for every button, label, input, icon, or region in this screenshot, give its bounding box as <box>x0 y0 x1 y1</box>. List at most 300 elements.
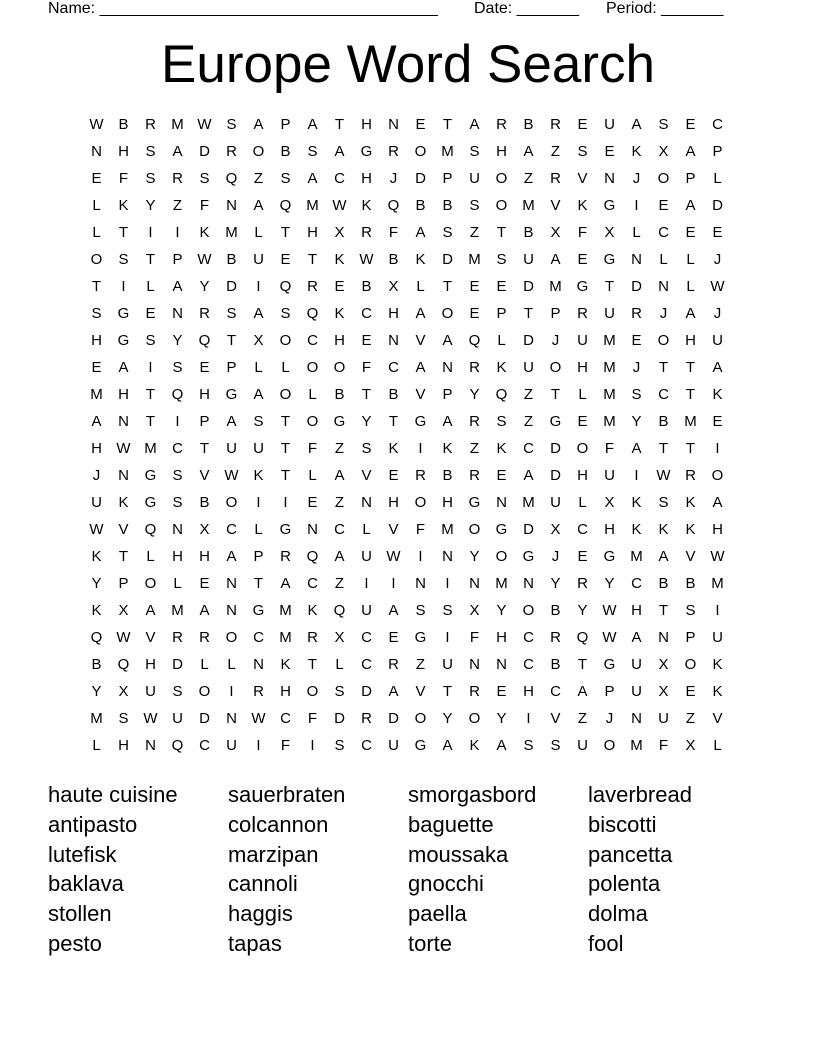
grid-letter[interactable]: B <box>91 656 102 673</box>
grid-letter[interactable]: C <box>631 575 642 592</box>
grid-letter[interactable]: G <box>333 413 346 430</box>
grid-letter[interactable]: N <box>631 710 642 727</box>
grid-letter[interactable]: J <box>632 170 641 187</box>
grid-letter[interactable]: K <box>712 656 723 673</box>
grid-letter[interactable]: T <box>604 278 615 295</box>
grid-letter[interactable]: A <box>172 278 183 295</box>
grid-letter[interactable]: E <box>361 332 372 349</box>
grid-letter[interactable]: W <box>251 710 266 727</box>
grid-letter[interactable]: O <box>144 575 157 592</box>
grid-letter[interactable]: Y <box>577 602 588 619</box>
grid-letter[interactable]: S <box>442 602 453 619</box>
grid-letter[interactable]: N <box>469 575 480 592</box>
grid-letter[interactable]: L <box>632 224 641 241</box>
grid-letter[interactable]: D <box>226 278 237 295</box>
grid-letter[interactable]: N <box>226 575 237 592</box>
grid-letter[interactable]: K <box>712 386 723 403</box>
grid-letter[interactable]: H <box>172 548 183 565</box>
grid-letter[interactable]: E <box>280 251 291 268</box>
grid-letter[interactable]: Z <box>469 224 480 241</box>
grid-letter[interactable]: A <box>685 143 696 160</box>
grid-letter[interactable]: P <box>712 143 723 160</box>
grid-letter[interactable]: B <box>523 116 534 133</box>
grid-letter[interactable]: N <box>631 251 642 268</box>
grid-letter[interactable]: E <box>685 224 696 241</box>
grid-letter[interactable]: W <box>224 467 239 484</box>
grid-letter[interactable]: G <box>279 521 292 538</box>
grid-letter[interactable]: V <box>550 197 561 214</box>
grid-letter[interactable]: A <box>91 413 102 430</box>
grid-letter[interactable]: V <box>685 548 696 565</box>
grid-letter[interactable]: Z <box>334 494 345 511</box>
grid-letter[interactable]: Y <box>442 710 453 727</box>
grid-letter[interactable]: C <box>280 710 291 727</box>
grid-letter[interactable]: L <box>146 278 155 295</box>
grid-letter[interactable]: L <box>497 332 506 349</box>
grid-letter[interactable]: W <box>602 629 617 646</box>
grid-letter[interactable]: C <box>361 737 372 754</box>
grid-letter[interactable]: C <box>334 521 345 538</box>
grid-letter[interactable]: E <box>388 629 399 646</box>
grid-letter[interactable]: K <box>577 197 588 214</box>
grid-letter[interactable]: H <box>388 305 399 322</box>
grid-letter[interactable]: R <box>226 143 237 160</box>
grid-letter[interactable]: M <box>468 251 481 268</box>
grid-letter[interactable]: J <box>605 710 614 727</box>
grid-letter[interactable]: H <box>145 656 156 673</box>
grid-letter[interactable]: M <box>522 197 535 214</box>
grid-letter[interactable]: A <box>442 737 453 754</box>
grid-letter[interactable]: D <box>550 440 561 457</box>
grid-letter[interactable]: H <box>118 386 129 403</box>
grid-letter[interactable]: J <box>659 305 668 322</box>
grid-letter[interactable]: E <box>496 278 507 295</box>
grid-letter[interactable]: C <box>388 359 399 376</box>
grid-letter[interactable]: K <box>91 602 102 619</box>
grid-letter[interactable]: R <box>172 170 183 187</box>
grid-letter[interactable]: A <box>712 359 723 376</box>
grid-letter[interactable]: M <box>603 332 616 349</box>
grid-letter[interactable]: R <box>172 629 183 646</box>
grid-letter[interactable]: Q <box>144 521 157 538</box>
grid-letter[interactable]: Q <box>117 656 130 673</box>
grid-letter[interactable]: Q <box>495 386 508 403</box>
grid-letter[interactable]: S <box>469 143 480 160</box>
grid-letter[interactable]: T <box>442 278 453 295</box>
grid-letter[interactable]: S <box>442 224 453 241</box>
grid-letter[interactable]: O <box>684 656 697 673</box>
grid-letter[interactable]: C <box>658 224 669 241</box>
grid-letter[interactable]: S <box>496 413 507 430</box>
grid-letter[interactable]: H <box>523 683 534 700</box>
grid-letter[interactable]: X <box>550 224 561 241</box>
grid-letter[interactable]: T <box>118 224 129 241</box>
grid-letter[interactable]: Z <box>415 656 426 673</box>
grid-letter[interactable]: T <box>307 251 318 268</box>
grid-letter[interactable]: N <box>226 710 237 727</box>
grid-letter[interactable]: M <box>603 413 616 430</box>
grid-letter[interactable]: N <box>172 305 183 322</box>
grid-letter[interactable]: B <box>442 197 453 214</box>
grid-letter[interactable]: O <box>414 710 427 727</box>
grid-letter[interactable]: A <box>415 359 426 376</box>
grid-letter[interactable]: A <box>118 359 129 376</box>
grid-letter[interactable]: R <box>496 116 507 133</box>
grid-letter[interactable]: A <box>145 602 156 619</box>
grid-letter[interactable]: H <box>307 224 318 241</box>
grid-letter[interactable]: E <box>307 494 318 511</box>
grid-letter[interactable]: D <box>631 278 642 295</box>
grid-letter[interactable]: D <box>442 251 453 268</box>
grid-letter[interactable]: L <box>578 386 587 403</box>
grid-letter[interactable]: P <box>604 683 615 700</box>
grid-letter[interactable]: O <box>279 386 292 403</box>
grid-letter[interactable]: N <box>118 467 129 484</box>
grid-letter[interactable]: R <box>307 278 318 295</box>
grid-letter[interactable]: O <box>603 737 616 754</box>
grid-letter[interactable]: K <box>496 440 507 457</box>
grid-letter[interactable]: F <box>307 440 318 457</box>
grid-letter[interactable]: G <box>549 413 562 430</box>
grid-letter[interactable]: M <box>171 116 184 133</box>
grid-letter[interactable]: R <box>388 143 399 160</box>
grid-letter[interactable]: I <box>283 494 288 511</box>
grid-letter[interactable]: Y <box>469 386 480 403</box>
grid-letter[interactable]: P <box>442 386 453 403</box>
grid-letter[interactable]: Z <box>172 197 183 214</box>
grid-letter[interactable]: T <box>685 386 696 403</box>
grid-letter[interactable]: P <box>226 359 237 376</box>
grid-letter[interactable]: L <box>308 386 317 403</box>
grid-letter[interactable]: M <box>279 629 292 646</box>
grid-letter[interactable]: M <box>603 386 616 403</box>
grid-letter[interactable]: R <box>361 224 372 241</box>
grid-letter[interactable]: E <box>577 116 588 133</box>
grid-letter[interactable]: S <box>91 305 102 322</box>
grid-letter[interactable]: X <box>658 656 669 673</box>
grid-letter[interactable]: N <box>658 629 669 646</box>
grid-letter[interactable]: T <box>118 548 129 565</box>
grid-letter[interactable]: M <box>630 737 643 754</box>
grid-letter[interactable]: I <box>634 467 639 484</box>
grid-letter[interactable]: E <box>469 278 480 295</box>
grid-letter[interactable]: E <box>712 224 723 241</box>
grid-letter[interactable]: N <box>91 143 102 160</box>
grid-letter[interactable]: F <box>577 224 588 241</box>
grid-letter[interactable]: U <box>550 494 561 511</box>
grid-letter[interactable]: T <box>280 413 291 430</box>
grid-letter[interactable]: D <box>172 656 183 673</box>
grid-letter[interactable]: G <box>603 197 616 214</box>
grid-letter[interactable]: C <box>172 440 183 457</box>
grid-letter[interactable]: Q <box>306 548 319 565</box>
grid-letter[interactable]: K <box>469 737 480 754</box>
grid-letter[interactable]: A <box>226 413 237 430</box>
grid-letter[interactable]: V <box>415 683 426 700</box>
grid-letter[interactable]: L <box>362 521 371 538</box>
grid-letter[interactable]: L <box>308 467 317 484</box>
grid-letter[interactable]: B <box>226 251 237 268</box>
grid-letter[interactable]: S <box>631 386 642 403</box>
grid-letter[interactable]: B <box>361 278 372 295</box>
grid-letter[interactable]: A <box>523 143 534 160</box>
grid-letter[interactable]: K <box>280 656 291 673</box>
grid-letter[interactable]: H <box>442 494 453 511</box>
grid-letter[interactable]: U <box>361 548 372 565</box>
grid-letter[interactable]: O <box>441 305 454 322</box>
grid-letter[interactable]: I <box>256 278 261 295</box>
grid-letter[interactable]: X <box>118 683 129 700</box>
grid-letter[interactable]: A <box>253 116 264 133</box>
grid-letter[interactable]: S <box>658 116 669 133</box>
grid-letter[interactable]: C <box>253 629 264 646</box>
grid-letter[interactable]: O <box>576 440 589 457</box>
grid-letter[interactable]: B <box>658 575 669 592</box>
grid-letter[interactable]: O <box>495 170 508 187</box>
grid-letter[interactable]: G <box>603 548 616 565</box>
grid-letter[interactable]: P <box>253 548 264 565</box>
grid-letter[interactable]: Q <box>333 602 346 619</box>
grid-letter[interactable]: A <box>658 548 669 565</box>
grid-letter[interactable]: O <box>495 197 508 214</box>
grid-letter[interactable]: T <box>550 386 561 403</box>
grid-letter[interactable]: H <box>361 170 372 187</box>
grid-letter[interactable]: C <box>712 116 723 133</box>
grid-letter[interactable]: Y <box>496 710 507 727</box>
grid-letter[interactable]: X <box>334 224 345 241</box>
grid-letter[interactable]: N <box>226 197 237 214</box>
grid-letter[interactable]: N <box>496 656 507 673</box>
grid-letter[interactable]: U <box>577 332 588 349</box>
grid-letter[interactable]: E <box>712 413 723 430</box>
grid-letter[interactable]: E <box>199 359 210 376</box>
grid-letter[interactable]: K <box>415 251 426 268</box>
grid-letter[interactable]: D <box>712 197 723 214</box>
grid-letter[interactable]: W <box>116 440 131 457</box>
grid-letter[interactable]: N <box>523 575 534 592</box>
grid-letter[interactable]: A <box>199 602 210 619</box>
grid-letter[interactable]: U <box>604 116 615 133</box>
grid-letter[interactable]: Z <box>334 575 345 592</box>
grid-letter[interactable]: J <box>713 305 722 322</box>
grid-letter[interactable]: Z <box>523 170 534 187</box>
grid-letter[interactable]: T <box>658 359 669 376</box>
grid-letter[interactable]: O <box>225 494 238 511</box>
grid-letter[interactable]: S <box>550 737 561 754</box>
grid-letter[interactable]: R <box>469 359 480 376</box>
grid-letter[interactable]: S <box>577 143 588 160</box>
grid-letter[interactable]: M <box>630 548 643 565</box>
grid-letter[interactable]: X <box>199 521 210 538</box>
grid-letter[interactable]: G <box>522 548 535 565</box>
grid-letter[interactable]: R <box>469 467 480 484</box>
grid-letter[interactable]: H <box>334 332 345 349</box>
grid-letter[interactable]: R <box>253 683 264 700</box>
grid-letter[interactable]: I <box>148 224 153 241</box>
grid-letter[interactable]: L <box>92 737 101 754</box>
grid-letter[interactable]: L <box>92 224 101 241</box>
grid-letter[interactable]: L <box>659 251 668 268</box>
grid-letter[interactable]: K <box>631 494 642 511</box>
grid-letter[interactable]: Q <box>171 737 184 754</box>
grid-letter[interactable]: T <box>388 413 399 430</box>
grid-letter[interactable]: X <box>118 602 129 619</box>
grid-letter[interactable]: T <box>280 224 291 241</box>
grid-letter[interactable]: G <box>495 521 508 538</box>
grid-letter[interactable]: R <box>280 548 291 565</box>
grid-letter[interactable]: K <box>496 359 507 376</box>
grid-letter[interactable]: L <box>254 521 263 538</box>
grid-letter[interactable]: W <box>710 278 725 295</box>
grid-letter[interactable]: D <box>523 521 534 538</box>
grid-letter[interactable]: N <box>388 116 399 133</box>
grid-letter[interactable]: A <box>550 251 561 268</box>
grid-letter[interactable]: U <box>361 602 372 619</box>
grid-letter[interactable]: G <box>576 278 589 295</box>
grid-letter[interactable]: V <box>415 332 426 349</box>
grid-letter[interactable]: F <box>604 440 615 457</box>
grid-letter[interactable]: D <box>361 683 372 700</box>
grid-letter[interactable]: X <box>334 629 345 646</box>
grid-letter[interactable]: H <box>496 629 507 646</box>
grid-letter[interactable]: A <box>280 575 291 592</box>
grid-letter[interactable]: F <box>280 737 291 754</box>
grid-letter[interactable]: B <box>415 197 426 214</box>
grid-letter[interactable]: O <box>306 359 319 376</box>
grid-letter[interactable]: M <box>306 197 319 214</box>
grid-letter[interactable]: P <box>685 170 696 187</box>
grid-letter[interactable]: R <box>577 575 588 592</box>
grid-letter[interactable]: L <box>713 737 722 754</box>
grid-letter[interactable]: T <box>523 305 534 322</box>
grid-letter[interactable]: J <box>551 548 560 565</box>
grid-letter[interactable]: N <box>145 737 156 754</box>
grid-letter[interactable]: U <box>631 683 642 700</box>
grid-letter[interactable]: E <box>91 359 102 376</box>
grid-letter[interactable]: R <box>550 170 561 187</box>
grid-letter[interactable]: R <box>469 413 480 430</box>
grid-letter[interactable]: E <box>199 575 210 592</box>
grid-letter[interactable]: S <box>118 710 129 727</box>
grid-letter[interactable]: A <box>253 305 264 322</box>
grid-letter[interactable]: E <box>604 143 615 160</box>
grid-letter[interactable]: B <box>118 116 129 133</box>
grid-letter[interactable]: O <box>414 143 427 160</box>
grid-letter[interactable]: U <box>253 440 264 457</box>
grid-letter[interactable]: J <box>713 251 722 268</box>
grid-letter[interactable]: F <box>361 359 372 376</box>
grid-letter[interactable]: M <box>711 575 724 592</box>
grid-letter[interactable]: H <box>685 332 696 349</box>
grid-letter[interactable]: A <box>523 467 534 484</box>
grid-letter[interactable]: V <box>550 710 561 727</box>
grid-letter[interactable]: B <box>388 251 399 268</box>
grid-letter[interactable]: S <box>253 413 264 430</box>
grid-letter[interactable]: A <box>253 197 264 214</box>
grid-letter[interactable]: N <box>388 332 399 349</box>
date-field[interactable]: Date: _______ <box>474 0 579 17</box>
grid-letter[interactable]: Y <box>604 575 615 592</box>
grid-letter[interactable]: R <box>577 305 588 322</box>
grid-letter[interactable]: L <box>281 359 290 376</box>
grid-letter[interactable]: Z <box>577 710 588 727</box>
grid-letter[interactable]: S <box>658 494 669 511</box>
grid-letter[interactable]: E <box>415 116 426 133</box>
grid-letter[interactable]: K <box>712 683 723 700</box>
grid-letter[interactable]: M <box>171 602 184 619</box>
grid-letter[interactable]: A <box>388 683 399 700</box>
grid-letter[interactable]: M <box>441 143 454 160</box>
grid-letter[interactable]: F <box>307 710 318 727</box>
grid-letter[interactable]: I <box>526 710 531 727</box>
grid-letter[interactable]: W <box>143 710 158 727</box>
grid-letter[interactable]: R <box>550 629 561 646</box>
grid-letter[interactable]: C <box>658 386 669 403</box>
grid-letter[interactable]: W <box>332 197 347 214</box>
grid-letter[interactable]: S <box>172 683 183 700</box>
grid-letter[interactable]: T <box>577 656 588 673</box>
grid-letter[interactable]: Y <box>550 575 561 592</box>
grid-letter[interactable]: B <box>280 143 291 160</box>
grid-letter[interactable]: C <box>577 521 588 538</box>
grid-letter[interactable]: K <box>685 521 696 538</box>
grid-letter[interactable]: C <box>334 170 345 187</box>
grid-letter[interactable]: T <box>199 440 210 457</box>
grid-letter[interactable]: N <box>307 521 318 538</box>
grid-letter[interactable]: P <box>550 305 561 322</box>
grid-letter[interactable]: B <box>334 386 345 403</box>
grid-letter[interactable]: L <box>578 494 587 511</box>
grid-letter[interactable]: F <box>469 629 480 646</box>
grid-letter[interactable]: U <box>604 305 615 322</box>
grid-letter[interactable]: I <box>310 737 315 754</box>
grid-letter[interactable]: K <box>334 305 345 322</box>
grid-letter[interactable]: Y <box>631 413 642 430</box>
grid-letter[interactable]: W <box>116 629 131 646</box>
grid-letter[interactable]: A <box>226 548 237 565</box>
grid-letter[interactable]: T <box>145 413 156 430</box>
grid-letter[interactable]: I <box>256 494 261 511</box>
grid-letter[interactable]: L <box>254 359 263 376</box>
grid-letter[interactable]: V <box>118 521 129 538</box>
grid-letter[interactable]: T <box>280 467 291 484</box>
grid-letter[interactable]: Q <box>198 332 211 349</box>
grid-letter[interactable]: H <box>118 737 129 754</box>
grid-letter[interactable]: K <box>307 602 318 619</box>
grid-letter[interactable]: X <box>658 143 669 160</box>
grid-letter[interactable]: D <box>334 710 345 727</box>
grid-letter[interactable]: C <box>307 575 318 592</box>
grid-letter[interactable]: R <box>361 710 372 727</box>
grid-letter[interactable]: S <box>469 197 480 214</box>
grid-letter[interactable]: V <box>388 521 399 538</box>
grid-letter[interactable]: U <box>145 683 156 700</box>
grid-letter[interactable]: F <box>118 170 129 187</box>
grid-letter[interactable]: A <box>307 116 318 133</box>
grid-letter[interactable]: G <box>144 467 157 484</box>
grid-letter[interactable]: C <box>361 629 372 646</box>
grid-letter[interactable]: S <box>118 251 129 268</box>
grid-letter[interactable]: O <box>711 467 724 484</box>
grid-letter[interactable]: R <box>199 629 210 646</box>
grid-letter[interactable]: H <box>712 521 723 538</box>
grid-letter[interactable]: S <box>172 467 183 484</box>
grid-letter[interactable]: D <box>388 710 399 727</box>
grid-letter[interactable]: O <box>495 548 508 565</box>
grid-letter[interactable]: Y <box>199 278 210 295</box>
grid-letter[interactable]: U <box>469 170 480 187</box>
grid-letter[interactable]: F <box>658 737 669 754</box>
